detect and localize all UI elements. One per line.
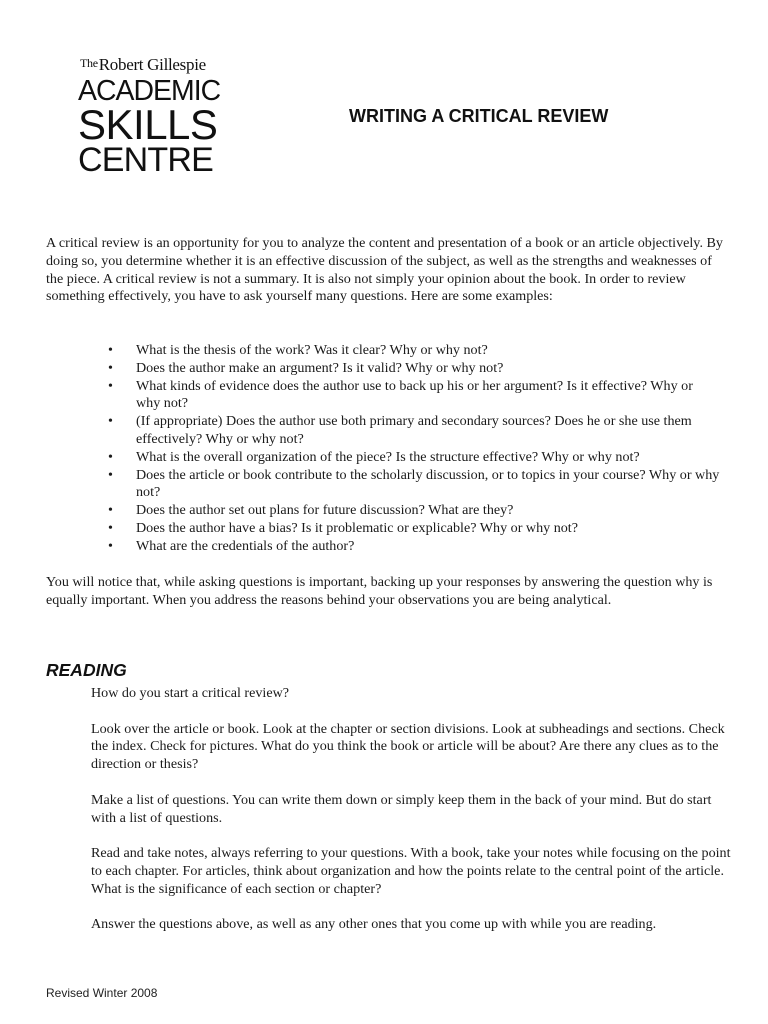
bullet-icon: • xyxy=(108,502,113,519)
bullet-icon: • xyxy=(108,342,113,358)
logo-name-line: TheRobert Gillespie xyxy=(80,55,206,74)
bullet-icon: • xyxy=(108,519,113,536)
bullet-icon: • xyxy=(108,466,113,483)
document-title: WRITING A CRITICAL REVIEW xyxy=(349,106,609,126)
list-item: • Does the author make an argument? Is it valid? Why or why not? xyxy=(108,359,504,376)
intro-paragraph: A critical review is an opportunity for you to analyze the content and presentation of a book or an article objectively. By doing so, you determine whether it is an effective discussion of the subject, as well as the strengths and weaknesses of the piece. A critical review is not a summary. It is also not simply your opinion about the book. In order to review something effectively, you have to ask yourself many questions. Here are some examples: xyxy=(46,235,723,305)
list-item: • What are the credentials of the author? xyxy=(108,537,355,554)
reading-heading: READING xyxy=(46,660,127,680)
reading-section xyxy=(91,685,731,952)
logo-skills: SKILLS xyxy=(78,101,218,148)
list-item: • Does the author set out plans for future discussion? What are they? xyxy=(108,502,514,519)
bullet-icon: • xyxy=(108,448,113,465)
reading-paragraph: Answer the questions above, as well as any other ones that you come up with while you are reading. xyxy=(91,916,657,933)
list-item: • (If appropriate) Does the author use both primary and secondary sources? Does he or she use them effectively? Why or why not? xyxy=(108,413,692,447)
list-item: • What is the overall organization of the piece? Is the structure effective? Why or why not? xyxy=(108,448,640,465)
academic-skills-centre-logo xyxy=(78,54,238,177)
bullet-icon: • xyxy=(108,377,113,394)
question-list xyxy=(108,342,720,556)
list-item: • What is the thesis of the work? Was it clear? Why or why not? xyxy=(108,342,488,358)
list-item: • Does the author have a bias? Is it problematic or explicable? Why or why not? xyxy=(108,519,578,536)
bullet-icon: • xyxy=(108,413,113,430)
reading-paragraph: How do you start a critical review? xyxy=(91,685,290,701)
list-item: • Does the article or book contribute to the scholarly discussion, or to topics in your course? Why or why not? xyxy=(108,466,720,501)
bullet-icon: • xyxy=(108,359,113,376)
reading-paragraph: Make a list of questions. You can write them down or simply keep them in the back of your mind. But do start with a list of questions. xyxy=(91,791,712,826)
analysis-note-paragraph: You will notice that, while asking questions is important, backing up your responses by answering the question why is equally important. When you address the reasons behind your observations you are being analytical. xyxy=(46,574,713,608)
bullet-icon: • xyxy=(108,537,113,554)
logo-academic: ACADEMIC xyxy=(78,75,221,107)
reading-paragraph: Read and take notes, always referring to your questions. With a book, take your notes while focusing on the point to each chapter. For articles, think about organization and how the points relate to the central point of the article. What is the significance of each section or chapter? xyxy=(91,845,731,897)
reading-paragraph: Look over the article or book. Look at the chapter or section divisions. Look at subheadings and sections. Check the index. Check for pictures. What do you think the book or article will be about? Are there any clues as to the direction or thesis? xyxy=(91,720,725,773)
list-item: • What kinds of evidence does the author use to back up his or her argument? Is it effective? Why or why not? xyxy=(108,377,693,412)
revision-footer: Revised Winter 2008 xyxy=(46,986,158,1000)
logo-centre: CENTRE xyxy=(78,141,213,179)
